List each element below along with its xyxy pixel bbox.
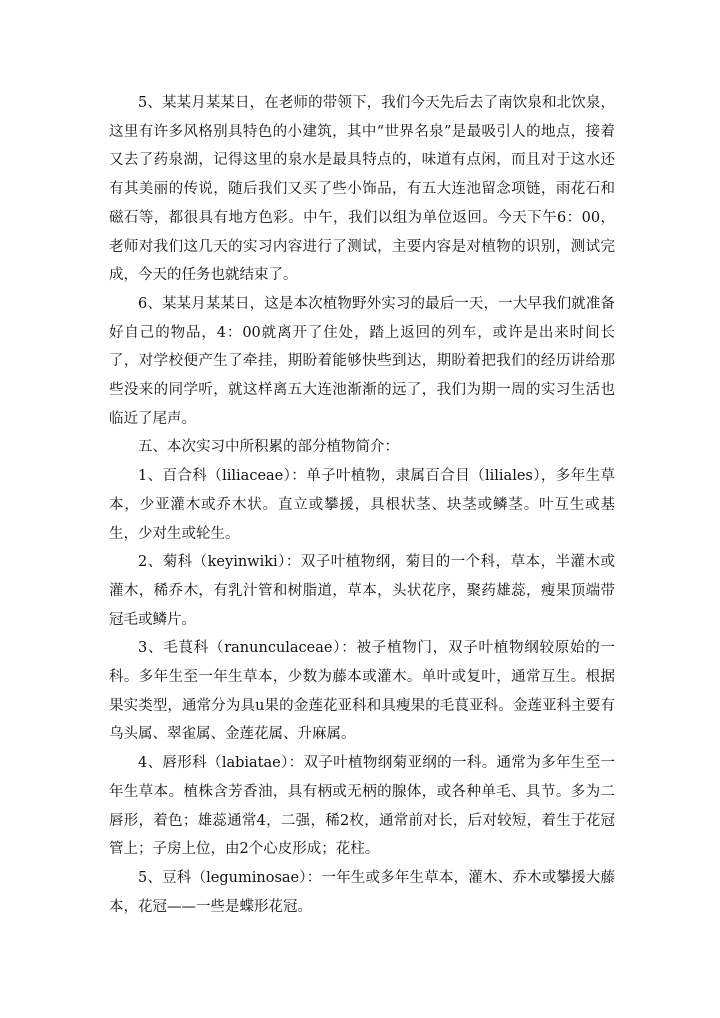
document-body [109, 89, 615, 921]
paragraph-day5: 5、某某月某某日，在老师的带领下，我们今天先后去了南饮泉和北饮泉，这里有许多风格别具特色的小建筑，其中“世界名泉”是最吸引人的地点，接着又去了药泉湖，记得这里的泉水是最具特点的，味道有点闲，而且对于这水还有其美丽的传说，随后我们又买了些小饰品，有五大连池留念项链，雨花石和磁石等，都很具有地方色彩。中午，我们以组为单位返回。今天下午6：00，老师对我们这几天的实习内容进行了测试，主要内容是对植物的识别，测试完成，今天的任务也就结束了。 [109, 95, 615, 284]
paragraph-day6: 6、某某月某某日，这是本次植物野外实习的最后一天，一大早我们就准备好自己的物品，4：00就离开了住处，踏上返回的列车，或许是出来时间长了，对学校便产生了牵挂，期盼着能够快些到达，期盼着把我们的经历讲给那些没来的同学听，就这样离五大连池渐渐的远了，我们为期一周的实习生活也临近了尾声。 [109, 295, 615, 427]
section-heading-plant-intro: 五、本次实习中所积累的部分植物简介： [138, 439, 399, 456]
paragraph-liliaceae: 1、百合科（liliaceae）：单子叶植物，隶属百合目（liliales），多年生草本，少亚灌木或乔木状。直立或攀援，具根状茎、块茎或鳞茎。叶互生或基生，少对生或轮生。 [109, 468, 615, 542]
paragraph-asteraceae: 2、菊科（keyinwiki）：双子叶植物纲，菊目的一个科，草本，半灌木或灌木，稀乔木，有乳汁管和树脂道，草本，头状花序，聚药雄蕊，瘦果顶端带冠毛或鳞片。 [109, 554, 615, 628]
paragraph-leguminosae: 5、豆科（leguminosae）：一年生或多年生草本，灌木、乔木或攀援大藤本，花冠——一些是蝶形花冠。 [109, 869, 615, 915]
paragraph-labiatae: 4、唇形科（labiatae）：双子叶植物纲菊亚纲的一科。通常为多年生至一年生草本。植株含芳香油，具有柄或无柄的腺体，或各种单毛、具节。多为二唇形，着色；雄蕊通常4，二强，稀2枚，通常前对长，后对较短，着生于花冠管上；子房上位，由2个心皮形成；花柱。 [109, 755, 615, 858]
paragraph-ranunculaceae: 3、毛茛科（ranunculaceae）：被子植物门，双子叶植物纲较原始的一科。多年生至一年生草本，少数为藤本或灌木。单叶或复叶，通常互生。根据果实类型，通常分为具u果的金莲花亚科和具瘦果的毛茛亚科。金莲亚科主要有乌头属、翠雀属、金莲花属、升麻属。 [109, 640, 615, 743]
